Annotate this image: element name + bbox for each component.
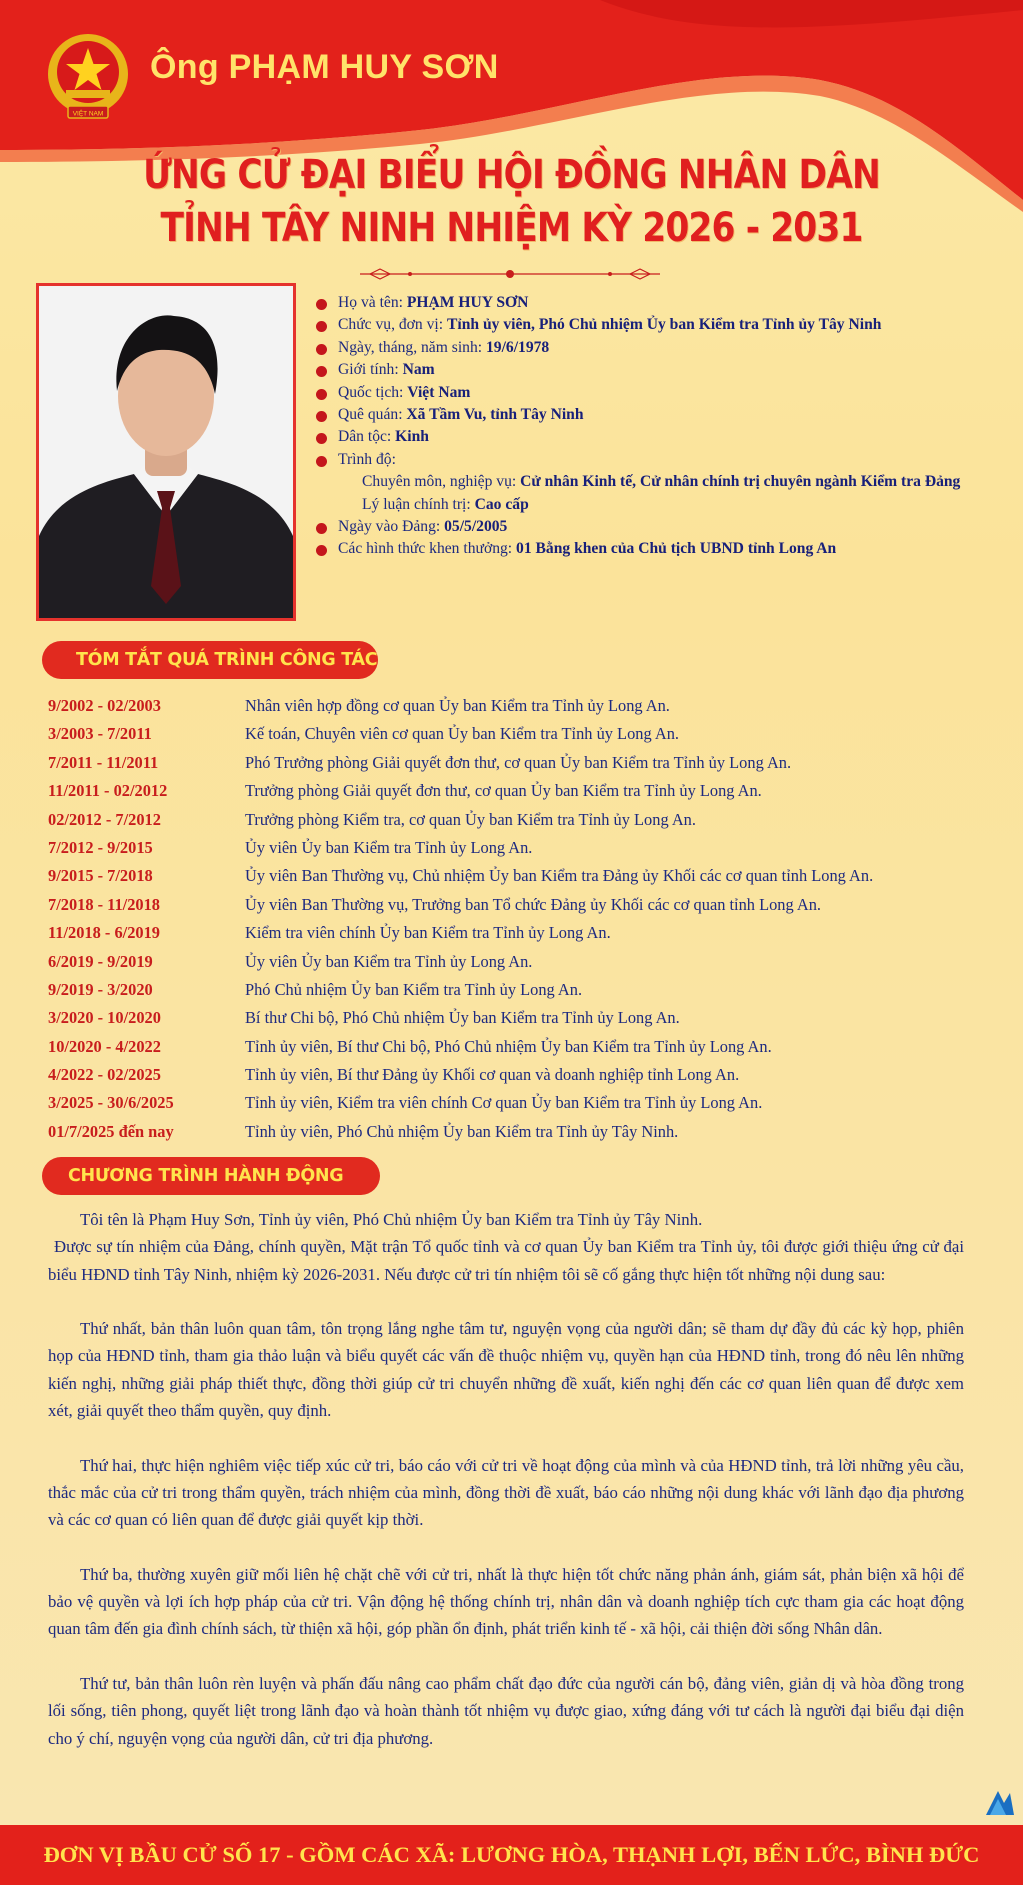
specialty-label: Chuyên môn, nghiệp vụ: bbox=[362, 473, 521, 491]
list-item bbox=[48, 1118, 1008, 1146]
gender-value: Nam bbox=[402, 361, 435, 379]
political-value: Cao cấp bbox=[474, 495, 529, 513]
nationality-label: Quốc tịch: bbox=[338, 383, 408, 401]
list-item bbox=[48, 692, 1008, 720]
description: Ủy viên Ủy ban Kiểm tra Tỉnh ủy Long An. bbox=[245, 951, 533, 971]
list-item bbox=[48, 777, 1008, 805]
dob-value: 19/6/1978 bbox=[485, 338, 550, 356]
national-emblem-icon bbox=[42, 30, 134, 124]
period: 3/2025 - 30/6/2025 bbox=[48, 1093, 174, 1113]
list-item bbox=[48, 1033, 1008, 1061]
bullet-icon bbox=[316, 411, 327, 422]
list-item bbox=[48, 1061, 1008, 1089]
period: 4/2022 - 02/2025 bbox=[48, 1065, 161, 1085]
bullet-icon bbox=[316, 456, 327, 467]
action-program-text bbox=[48, 1206, 964, 1752]
period: 3/2003 - 7/2011 bbox=[48, 724, 152, 744]
list-item bbox=[48, 749, 1008, 777]
bullet-icon bbox=[316, 321, 327, 332]
bullet-icon bbox=[316, 389, 327, 400]
description: Trưởng phòng Giải quyết đơn thư, cơ quan Ủy ban Kiểm tra Tỉnh ủy Long An. bbox=[245, 781, 762, 801]
hometown-label: Quê quán: bbox=[338, 405, 407, 423]
name-value: PHẠM HUY SƠN bbox=[406, 294, 529, 311]
program-point-1: Thứ nhất, bản thân luôn quan tâm, tôn trọng lắng nghe tâm tư, nguyện vọng của người dân; sẽ tham dự đầy đủ các kỳ họp, phiên họp của HĐND tỉnh, tham gia thảo luận và biểu quyết các vấn đề thuộc nhiệm vụ, quyền hạn của HĐND tỉnh, trong đó nêu lên những kiến nghị, những giải pháp thiết thực, đồng thời giúp cử tri chuyển những đề xuất, kiến nghị đến các cơ quan liên quan để được xem xét, giải quyết theo thẩm quyền, quy định. bbox=[48, 1319, 964, 1421]
list-item bbox=[48, 806, 1008, 834]
description: Tỉnh ủy viên, Bí thư Đảng ủy Khối cơ quan và doanh nghiệp tỉnh Long An. bbox=[245, 1065, 740, 1085]
list-item bbox=[48, 891, 1008, 919]
period: 11/2018 - 6/2019 bbox=[48, 923, 161, 943]
list-item bbox=[48, 1089, 1008, 1117]
party-date-label: Ngày vào Đảng: bbox=[338, 517, 445, 535]
awards-label: Các hình thức khen thưởng: bbox=[338, 540, 517, 558]
description: Ủy viên Ban Thường vụ, Trưởng ban Tổ chức Đảng ủy Khối các cơ quan tỉnh Long An. bbox=[245, 894, 822, 914]
period: 7/2012 - 9/2015 bbox=[48, 837, 153, 857]
candidate-name-heading: Ông PHẠM HUY SƠN bbox=[150, 48, 499, 86]
poster-title-line-1: ỨNG CỬ ĐẠI BIỂU HỘI ĐỒNG NHÂN DÂN bbox=[143, 152, 880, 198]
list-item bbox=[48, 834, 1008, 862]
description: Ủy viên Ủy ban Kiểm tra Tỉnh ủy Long An. bbox=[245, 837, 533, 857]
description: Tỉnh ủy viên, Phó Chủ nhiệm Ủy ban Kiểm tra Tỉnh ủy Tây Ninh. bbox=[245, 1121, 679, 1141]
list-item bbox=[48, 1004, 1008, 1032]
bullet-icon bbox=[316, 545, 327, 556]
info-row-hometown bbox=[316, 404, 996, 426]
period: 6/2019 - 9/2019 bbox=[48, 951, 153, 971]
info-row-ethnicity bbox=[316, 426, 996, 448]
list-item bbox=[48, 862, 1008, 890]
info-row-name bbox=[316, 292, 996, 314]
position-value: Tỉnh ủy viên, Phó Chủ nhiệm Ủy ban Kiểm tra Tỉnh ủy Tây Ninh bbox=[446, 316, 882, 334]
portrait-photo bbox=[36, 283, 296, 621]
period: 7/2011 - 11/2011 bbox=[48, 752, 159, 772]
education-label: Trình độ: bbox=[338, 450, 396, 468]
description: Kế toán, Chuyên viên cơ quan Ủy ban Kiểm tra Tỉnh ủy Long An. bbox=[245, 724, 679, 744]
info-row-specialty bbox=[316, 471, 996, 493]
bullet-icon bbox=[316, 366, 327, 377]
work-history-heading: TÓM TẮT QUÁ TRÌNH CÔNG TÁC bbox=[42, 641, 378, 679]
period: 9/2002 - 02/2003 bbox=[48, 696, 161, 715]
portrait-illustration bbox=[39, 286, 293, 618]
ethnicity-value: Kinh bbox=[395, 428, 429, 446]
description: Nhân viên hợp đồng cơ quan Ủy ban Kiểm tra Tỉnh ủy Long An. bbox=[245, 696, 670, 715]
ornament-divider bbox=[350, 264, 670, 284]
period: 01/7/2025 đến nay bbox=[48, 1121, 174, 1141]
ethnicity-label: Dân tộc: bbox=[338, 428, 396, 446]
bullet-icon bbox=[316, 344, 327, 355]
info-row-political bbox=[316, 494, 996, 516]
info-row-dob bbox=[316, 337, 996, 359]
description: Kiểm tra viên chính Ủy ban Kiểm tra Tỉnh ủy Long An. bbox=[245, 923, 611, 943]
info-row-position bbox=[316, 314, 996, 336]
description: Tỉnh ủy viên, Bí thư Chi bộ, Phó Chủ nhiệm Ủy ban Kiểm tra Tỉnh ủy Long An. bbox=[245, 1036, 772, 1056]
info-row-nationality bbox=[316, 382, 996, 404]
period: 9/2015 - 7/2018 bbox=[48, 866, 153, 886]
bullet-icon bbox=[316, 299, 327, 310]
party-date-value: 05/5/2005 bbox=[444, 517, 508, 535]
description: Trưởng phòng Kiểm tra, cơ quan Ủy ban Kiểm tra Tỉnh ủy Long An. bbox=[245, 809, 696, 829]
awards-value: 01 Bằng khen của Chủ tịch UBND tỉnh Long An bbox=[516, 540, 837, 558]
period: 7/2018 - 11/2018 bbox=[48, 894, 161, 914]
action-program-heading: CHƯƠNG TRÌNH HÀNH ĐỘNG bbox=[42, 1157, 380, 1195]
info-row-party-date bbox=[316, 516, 996, 538]
description: Tỉnh ủy viên, Kiểm tra viên chính Cơ quan Ủy ban Kiểm tra Tỉnh ủy Long An. bbox=[245, 1093, 763, 1113]
period: 9/2019 - 3/2020 bbox=[48, 979, 153, 999]
nationality-value: Việt Nam bbox=[407, 383, 471, 401]
program-point-4: Thứ tư, bản thân luôn rèn luyện và phấn đấu nâng cao phẩm chất đạo đức của người cán bộ, đảng viên, giản dị và hòa đồng trong lối sống, tiên phong, quyết liệt trong lãnh đạo và hoàn thành tốt nhiệm vụ được giao, xứng đáng với tư cách là người đại biểu đại diện cho ý chí, nguyện vọng của người dân, cử tri địa phương. bbox=[48, 1674, 964, 1748]
name-label: Họ và tên: bbox=[338, 294, 407, 311]
political-label: Lý luận chính trị: bbox=[362, 495, 475, 513]
period: 3/2020 - 10/2020 bbox=[48, 1008, 161, 1028]
bullet-icon bbox=[316, 523, 327, 534]
dob-label: Ngày, tháng, năm sinh: bbox=[338, 338, 486, 356]
publisher-logo-icon bbox=[984, 1785, 1016, 1819]
period: 10/2020 - 4/2022 bbox=[48, 1036, 161, 1056]
description: Ủy viên Ban Thường vụ, Chủ nhiệm Ủy ban Kiểm tra Đảng ủy Khối các cơ quan tỉnh Long An. bbox=[245, 866, 874, 886]
emblem-ribbon-text: VIỆT NAM bbox=[72, 110, 104, 118]
program-point-3: Thứ ba, thường xuyên giữ mối liên hệ chặt chẽ với cử tri, nhất là thực hiện tốt chức năng phản ánh, giám sát, phản biện xã hội để bảo vệ quyền và lợi ích hợp pháp của cử tri. Vận động hệ thống chính trị, nhân dân và doanh nghiệp tích cực tham gia các hoạt động quan tâm đến gia đình chính sách, từ thiện xã hội, góp phần ổn định, phát triển kinh tế - xã hội, cải thiện đời sống Nhân dân. bbox=[48, 1564, 964, 1639]
info-row-education bbox=[316, 449, 996, 471]
list-item bbox=[48, 976, 1008, 1004]
hometown-value: Xã Tầm Vu, tỉnh Tây Ninh bbox=[406, 405, 584, 423]
list-item bbox=[48, 919, 1008, 947]
position-label: Chức vụ, đơn vị: bbox=[338, 316, 447, 334]
list-item bbox=[48, 720, 1008, 748]
description: Phó Trưởng phòng Giải quyết đơn thư, cơ quan Ủy ban Kiểm tra Tỉnh ủy Long An. bbox=[245, 752, 792, 772]
poster-title-line-2: TỈNH TÂY NINH NHIỆM KỲ 2026 - 2031 bbox=[160, 205, 863, 251]
description: Phó Chủ nhiệm Ủy ban Kiểm tra Tỉnh ủy Long An. bbox=[245, 979, 583, 999]
personal-info bbox=[316, 292, 996, 561]
period: 02/2012 - 7/2012 bbox=[48, 809, 161, 829]
program-point-2: Thứ hai, thực hiện nghiêm việc tiếp xúc cử tri, báo cáo với cử tri về hoạt động của mình và của HĐND tỉnh, trả lời những yêu cầu, thắc mắc của cử tri trong thẩm quyền, trách nhiệm của mình, đồng thời đề xuất, báo cáo những nội dung khác với lãnh đạo địa phương và các cơ quan có liên quan để được giải quyết kịp thời. bbox=[48, 1455, 964, 1530]
program-intro-1: Tôi tên là Phạm Huy Sơn, Tỉnh ủy viên, Phó Chủ nhiệm Ủy ban Kiểm tra Tỉnh ủy Tây Ninh. bbox=[80, 1210, 703, 1229]
period: 11/2011 - 02/2012 bbox=[48, 781, 168, 801]
specialty-value: Cử nhân Kinh tế, Cử nhân chính trị chuyên ngành Kiểm tra Đảng bbox=[520, 473, 961, 491]
work-history-list bbox=[48, 692, 1008, 1146]
gender-label: Giới tính: bbox=[338, 361, 403, 379]
footer-electoral-unit: ĐƠN VỊ BẦU CỬ SỐ 17 - GỒM CÁC XÃ: LƯƠNG HÒA, THẠNH LỢI, BẾN LỨC, BÌNH ĐỨC bbox=[0, 1825, 1023, 1885]
info-row-awards bbox=[316, 538, 996, 560]
info-row-gender bbox=[316, 359, 996, 381]
bullet-icon bbox=[316, 433, 327, 444]
description: Bí thư Chi bộ, Phó Chủ nhiệm Ủy ban Kiểm tra Tỉnh ủy Long An. bbox=[245, 1008, 680, 1028]
program-intro-2: Được sự tín nhiệm của Đảng, chính quyền, Mặt trận Tổ quốc tỉnh và cơ quan Ủy ban Kiểm tra Tỉnh ủy, tôi được giới thiệu ứng cử đại biểu HĐND tỉnh Tây Ninh, nhiệm kỳ 2026-2031. Nếu được cử tri tín nhiệm tôi sẽ cố gắng thực hiện tốt những nội dung sau: bbox=[48, 1237, 964, 1284]
list-item bbox=[48, 948, 1008, 976]
